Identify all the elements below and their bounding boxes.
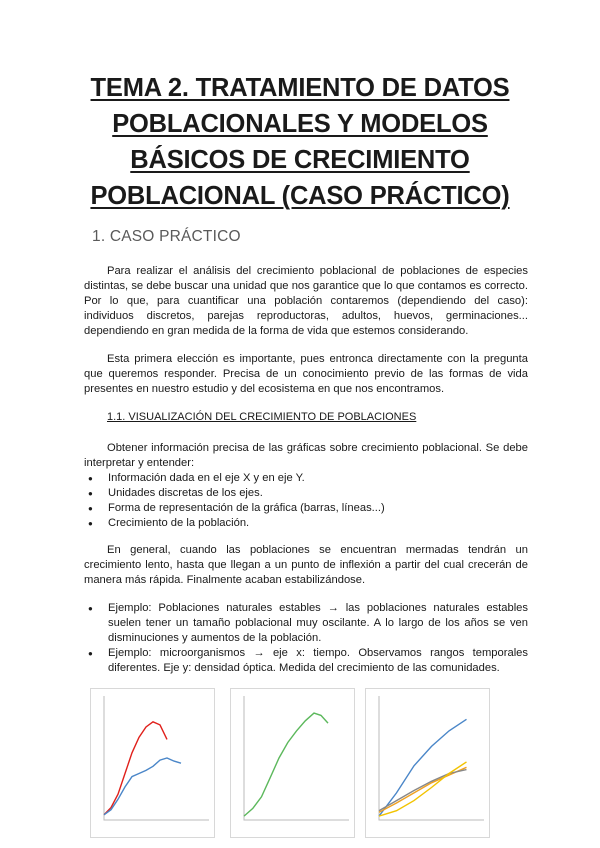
bullet-list [84, 471, 528, 531]
example-list [84, 601, 528, 676]
list-item: ● Información dada en el eje X y en eje Y. [108, 471, 528, 486]
series-line-1 [104, 722, 167, 815]
series-line-1 [379, 719, 467, 816]
paragraph-3: Obtener información precisa de las gráficas sobre crecimiento poblacional. Se debe interpretar y entender: [84, 442, 528, 469]
chart-axes [244, 696, 349, 820]
page-title [60, 70, 540, 214]
section-heading: 1. CASO PRÁCTICO [92, 228, 241, 245]
title-line-4: POBLACIONAL (CASO PRÁCTICO) [90, 182, 510, 210]
list-item: ● Unidades discretas de los ejes. [108, 486, 528, 501]
series-line-2 [104, 758, 181, 815]
title-line-3: BÁSICOS DE CRECIMIENTO [130, 146, 470, 174]
example-item: ● Ejemplo: microorganismos → eje x: tiempo. Observamos rangos temporales diferentes. Eje y: densidad óptica. Medida del crecimiento de las comunidades. [108, 646, 528, 676]
paragraph-4: En general, cuando las poblaciones se encuentran mermadas tendrán un crecimiento lento, hasta que llegan a un punto de inflexión a partir del cual crecerán de manera más rápida. Finalmente acaban estabilizándose. [84, 544, 528, 586]
growth-chart-1 [90, 688, 215, 838]
list-item: ● Crecimiento de la población. [108, 516, 528, 531]
subsection-heading: 1.1. VISUALIZACIÓN DEL CRECIMIENTO DE POBLACIONES [107, 411, 417, 423]
series-line-2 [379, 767, 467, 812]
chart-frame [91, 689, 215, 838]
example-item: ● Ejemplo: Poblaciones naturales estables → las poblaciones naturales estables suelen tener un tamaño poblacional muy oscilante. A lo largo de los años se ven disminuciones y aumentos de la población. [108, 601, 528, 646]
chart-frame [231, 689, 355, 838]
chart-axes [104, 696, 209, 820]
list-item: ● Forma de representación de la gráfica (barras, líneas...) [108, 501, 528, 516]
series-line-1 [244, 713, 328, 816]
paragraph-1: Para realizar el análisis del crecimiento poblacional de poblaciones de especies distintas, se debe buscar una unidad que nos garantice que lo que contamos es correcto. Por lo que, para cuantificar una población contaremos (dependiendo del caso): individuos discretos, parejas reproductoras, adultos, huevos, germinaciones... dependiendo en gran medida de la forma de vida que estemos considerando. [84, 265, 528, 337]
paragraph-2: Esta primera elección es importante, pues entronca directamente con la pregunta que queremos responder. Precisa de un conocimiento previo de las formas de vida presentes en nuestro estudio y del ecosistema en que nos encontramos. [84, 353, 528, 395]
title-line-1: TEMA 2. TRATAMIENTO DE DATOS [90, 74, 510, 102]
growth-chart-3 [365, 688, 490, 838]
charts-figure [90, 688, 490, 838]
series-line-4 [379, 762, 467, 816]
title-line-2: POBLACIONALES Y MODELOS [112, 110, 488, 138]
growth-chart-2 [230, 688, 355, 838]
